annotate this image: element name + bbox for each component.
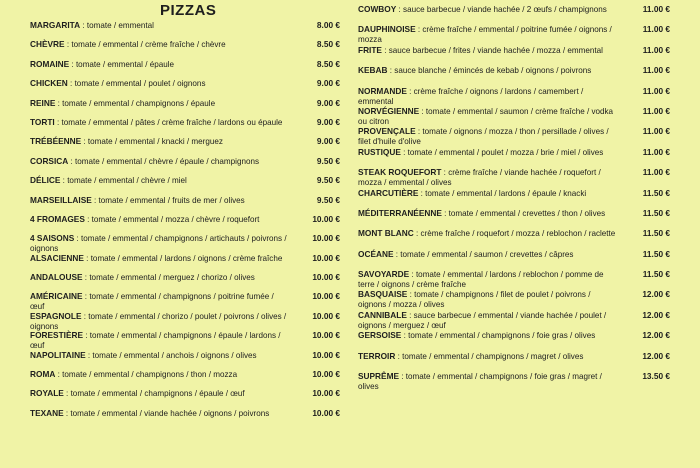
pizza-price: 11.00 €	[642, 4, 670, 14]
pizza-price: 9.50 €	[316, 155, 340, 166]
pizza-name: PROVENÇALE	[358, 126, 416, 137]
pizza-price: 11.00 €	[642, 167, 670, 178]
pizza-ingredients: tomate / emmental / merguez / chorizo / olives	[89, 273, 255, 283]
menu-item: GERSOISE : tomate / emmental / champignons / foie gras / olives 12.00 €	[358, 330, 670, 341]
menu-item: KEBAB : sauce blanche / émincés de kebab / oignons / poivrons 11.00 €	[358, 65, 670, 76]
pizza-name: DAUPHINOISE	[358, 24, 416, 35]
menu-item: RUSTIQUE : tomate / emmental / poulet / mozza / brie / miel / olives 11.00 €	[358, 146, 670, 157]
menu-item: SUPRÊME : tomate / emmental / champignons / foie gras / magret / olives 13.50 €	[358, 371, 670, 392]
menu-item: MONT BLANC : crème fraîche / roquefort / mozza / reblochon / raclette 11.50 €	[358, 228, 670, 239]
pizza-price: 10.00 €	[312, 388, 340, 399]
menu-item: ROMAINE : tomate / emmental / épaule 8.50 €	[30, 58, 340, 69]
pizza-ingredients: tomate / emmental / lardons / épaule / knacki	[425, 188, 587, 198]
menu-item: TEXANE : tomate / emmental / viande hachée / oignons / poivrons 10.00 €	[30, 407, 340, 418]
menu-item: FRITE : sauce barbecue / frites / viande hachée / mozza / emmental 11.00 €	[358, 44, 670, 55]
pizza-name: CHÈVRE	[30, 39, 65, 50]
pizza-price: 11.00 €	[642, 126, 670, 137]
pizza-ingredients: tomate / emmental / champignons / foie gras / olives	[408, 331, 596, 341]
right-menu-column	[358, 4, 670, 391]
pizza-ingredients: tomate / oignons / mozza / thon / persillade / olives / filet d'huile d'olive	[358, 127, 609, 147]
pizza-ingredients: tomate / emmental / champignons / poitrine fumée / œuf	[30, 292, 274, 312]
pizza-ingredients: tomate / emmental / champignons / magret / olives	[402, 351, 584, 361]
pizza-price: 11.00 €	[642, 146, 670, 157]
pizza-price: 12.00 €	[642, 309, 670, 320]
menu-item: MARGARITA : tomate / emmental 8.00 €	[30, 20, 340, 30]
pizza-ingredients: sauce blanche / émincés de kebab / oignons / poivrons	[394, 66, 592, 76]
menu-item: CORSICA : tomate / emmental / chèvre / épaule / champignons 9.50 €	[30, 155, 340, 166]
pizza-price: 13.50 €	[642, 371, 670, 382]
pizza-ingredients: tomate / emmental / viande hachée / oignons / poivrons	[70, 408, 270, 418]
pizza-name: BASQUAISE	[358, 289, 408, 300]
pizza-name: 4 FROMAGES	[30, 213, 85, 224]
pizza-price: 8.50 €	[316, 39, 340, 50]
pizza-ingredients: tomate / emmental / chèvre / épaule / champignons	[75, 156, 260, 166]
pizza-name: FORESTIÈRE	[30, 330, 84, 341]
pizza-price: 11.00 €	[642, 105, 670, 116]
pizza-name: COWBOY	[358, 4, 397, 14]
menu-item: MARSEILLAISE : tomate / emmental / fruits de mer / olives 9.50 €	[30, 194, 340, 205]
pizza-name: GERSOISE	[358, 330, 402, 341]
menu-item: REINE : tomate / emmental / champignons / épaule 9.00 €	[30, 97, 340, 108]
pizza-ingredients: tomate / emmental / chèvre / miel	[67, 176, 187, 186]
pizza-price: 12.00 €	[642, 350, 670, 361]
pizza-name: KEBAB	[358, 65, 388, 76]
pizza-name: ESPAGNOLE	[30, 310, 82, 321]
pizza-name: NAPOLITAINE	[30, 349, 86, 360]
pizza-ingredients: tomate / emmental / lardons / oignons / crème fraîche	[90, 253, 283, 263]
pizza-price: 10.00 €	[312, 407, 340, 418]
pizza-ingredients: sauce barbecue / emmental / viande hachée / poulet / oignons / merguez / œuf	[358, 310, 607, 330]
menu-item: CHÈVRE : tomate / emmental / crème fraîche / chèvre 8.50 €	[30, 39, 340, 50]
pizza-price: 10.00 €	[312, 369, 340, 380]
menu-item: ROYALE : tomate / emmental / champignons / épaule / œuf 10.00 €	[30, 388, 340, 399]
pizza-name: REINE	[30, 97, 56, 108]
pizza-ingredients: tomate / emmental / mozza / chèvre / roquefort	[91, 214, 260, 224]
menu-item: STEAK ROQUEFORT : crème fraîche / viande hachée / roquefort / mozza / emmental / olives 11.00 €	[358, 167, 670, 188]
pizza-ingredients: tomate / emmental / pâtes / crème fraîche / lardons ou épaule	[61, 117, 283, 127]
pizza-ingredients: tomate / emmental / champignons / thon / mozza	[62, 370, 238, 380]
menu-item: NORMANDE : crème fraîche / oignons / lardons / camembert / emmental 11.00 €	[358, 85, 670, 106]
pizza-name: ALSACIENNE	[30, 252, 84, 263]
pizza-ingredients: tomate / emmental / champignons / épaule / lardons / œuf	[30, 331, 281, 351]
pizza-name: MARGARITA	[30, 20, 81, 30]
menu-item: CHICKEN : tomate / emmental / poulet / oignons 9.00 €	[30, 78, 340, 89]
menu-item: ANDALOUSE : tomate / emmental / merguez / chorizo / olives 10.00 €	[30, 272, 340, 283]
pizza-name: STEAK ROQUEFORT	[358, 167, 442, 178]
pizza-price: 10.00 €	[312, 330, 340, 341]
pizza-name: RUSTIQUE	[358, 146, 401, 157]
pizza-name: SAVOYARDE	[358, 269, 410, 280]
pizza-name: AMÉRICAINE	[30, 291, 83, 302]
pizza-name: CHARCUTIÈRE	[358, 187, 419, 198]
menu-item: 4 SAISONS : tomate / emmental / champignons / artichauts / poivrons / oignons 10.00 €	[30, 233, 340, 254]
menu-item: CHARCUTIÈRE : tomate / emmental / lardons / épaule / knacki 11.50 €	[358, 187, 670, 198]
pizza-name: OCÉANE	[358, 248, 394, 259]
pizza-name: NORVÉGIENNE	[358, 105, 420, 116]
menu-item: DÉLICE : tomate / emmental / chèvre / miel 9.50 €	[30, 175, 340, 186]
menu-item: MÉDITERRANÉENNE : tomate / emmental / crevettes / thon / olives 11.50 €	[358, 207, 670, 218]
pizza-price: 8.00 €	[316, 20, 340, 30]
pizza-ingredients: sauce barbecue / frites / viande hachée / mozza / emmental	[388, 45, 603, 55]
menu-item: NAPOLITAINE : tomate / emmental / anchois / oignons / olives 10.00 €	[30, 349, 340, 360]
pizza-ingredients: tomate / emmental / lardons / reblochon / pomme de terre / oignons / crème fraîche	[358, 270, 604, 290]
pizza-ingredients: tomate / emmental / crème fraîche / chèvre	[71, 40, 226, 50]
menu-item: AMÉRICAINE : tomate / emmental / champignons / poitrine fumée / œuf 10.00 €	[30, 291, 340, 312]
pizza-ingredients: sauce barbecue / viande hachée / 2 œufs / champignons	[403, 5, 607, 14]
menu-item: 4 FROMAGES : tomate / emmental / mozza / chèvre / roquefort 10.00 €	[30, 213, 340, 224]
menu-item: PROVENÇALE : tomate / oignons / mozza / thon / persillade / olives / filet d'huile d'olive 11.00 €	[358, 126, 670, 147]
pizza-price: 11.00 €	[642, 65, 670, 76]
pizza-price: 9.50 €	[316, 175, 340, 186]
pizza-price: 10.00 €	[312, 291, 340, 302]
pizza-name: SUPRÊME	[358, 371, 400, 382]
left-menu-column	[30, 20, 340, 427]
pizza-ingredients: crème fraîche / viande hachée / roquefort / mozza / emmental / olives	[358, 168, 601, 188]
pizza-price: 9.00 €	[316, 78, 340, 89]
pizza-price: 10.00 €	[312, 310, 340, 321]
pizza-price: 12.00 €	[642, 330, 670, 341]
pizza-price: 12.00 €	[642, 289, 670, 300]
pizza-ingredients: tomate / emmental / saumon / crème fraîche / vodka ou citron	[358, 106, 614, 126]
menu-item: ESPAGNOLE : tomate / emmental / chorizo / poulet / poivrons / olives / oignons 10.00 €	[30, 310, 340, 331]
menu-item: TERROIR : tomate / emmental / champignons / magret / olives 12.00 €	[358, 350, 670, 361]
pizza-ingredients: tomate / emmental / crevettes / thon / olives	[448, 208, 606, 218]
pizza-ingredients: tomate / emmental / chorizo / poulet / poivrons / olives / oignons	[30, 311, 287, 331]
menu-item: DAUPHINOISE : crème fraîche / emmental / poitrine fumée / oignons / mozza 11.00 €	[358, 24, 670, 45]
menu-item: FORESTIÈRE : tomate / emmental / champignons / épaule / lardons / œuf 10.00 €	[30, 330, 340, 351]
pizza-price: 11.00 €	[642, 44, 670, 55]
menu-item: COWBOY : sauce barbecue / viande hachée / 2 œufs / champignons 11.00 €	[358, 4, 670, 14]
pizza-price: 11.50 €	[642, 248, 670, 259]
pizza-ingredients: tomate / emmental	[86, 21, 154, 30]
pizza-ingredients: tomate / emmental / champignons / artichauts / poivrons / oignons	[30, 234, 287, 254]
pizza-price: 8.50 €	[316, 58, 340, 69]
pizza-price: 11.50 €	[642, 187, 670, 198]
pizza-price: 11.50 €	[642, 269, 670, 280]
pizza-ingredients: tomate / emmental / poulet / oignons	[74, 79, 206, 89]
pizza-ingredients: crème fraîche / roquefort / mozza / reblochon / raclette	[420, 229, 616, 239]
pizza-name: TRÉBÉENNE	[30, 136, 82, 147]
pizza-name: TEXANE	[30, 407, 64, 418]
pizza-name: MARSEILLAISE	[30, 194, 92, 205]
pizza-name: MÉDITERRANÉENNE	[358, 207, 442, 218]
pizza-name: TERROIR	[358, 350, 396, 361]
menu-item: CANNIBALE : sauce barbecue / emmental / viande hachée / poulet / oignons / merguez / œuf 12.00 €	[358, 309, 670, 330]
pizza-name: MONT BLANC	[358, 228, 414, 239]
pizza-name: CANNIBALE	[358, 309, 407, 320]
pizza-price: 10.00 €	[312, 213, 340, 224]
menu-item: ALSACIENNE : tomate / emmental / lardons / oignons / crème fraîche 10.00 €	[30, 252, 340, 263]
menu-title: PIZZAS	[160, 2, 217, 19]
pizza-name: ROYALE	[30, 388, 64, 399]
menu-item: NORVÉGIENNE : tomate / emmental / saumon / crème fraîche / vodka ou citron 11.00 €	[358, 105, 670, 126]
pizza-ingredients: tomate / champignons / filet de poulet / poivrons / oignons / mozza / olives	[358, 290, 591, 310]
pizza-name: ANDALOUSE	[30, 272, 83, 283]
menu-item: BASQUAISE : tomate / champignons / filet de poulet / poivrons / oignons / mozza / olives 12.00 €	[358, 289, 670, 310]
menu-item: OCÉANE : tomate / emmental / saumon / crevettes / câpres 11.50 €	[358, 248, 670, 259]
pizza-ingredients: tomate / emmental / épaule	[75, 59, 175, 69]
pizza-ingredients: crème fraîche / oignons / lardons / camembert / emmental	[358, 86, 584, 106]
pizza-ingredients: tomate / emmental / champignons / foie gras / magret / olives	[358, 372, 602, 392]
pizza-price: 10.00 €	[312, 252, 340, 263]
pizza-ingredients: tomate / emmental / champignons / épaule	[62, 98, 216, 108]
pizza-ingredients: tomate / emmental / poulet / mozza / brie / miel / olives	[407, 147, 604, 157]
menu-item: TRÉBÉENNE : tomate / emmental / knacki / merguez 9.00 €	[30, 136, 340, 147]
pizza-ingredients: tomate / emmental / knacki / merguez	[87, 137, 223, 147]
pizza-ingredients: tomate / emmental / fruits de mer / olives	[98, 195, 245, 205]
pizza-price: 10.00 €	[312, 272, 340, 283]
pizza-name: DÉLICE	[30, 175, 61, 186]
menu-item: TORTI : tomate / emmental / pâtes / crème fraîche / lardons ou épaule 9.00 €	[30, 116, 340, 127]
menu-item: ROMA : tomate / emmental / champignons / thon / mozza 10.00 €	[30, 369, 340, 380]
pizza-price: 11.00 €	[642, 85, 670, 96]
pizza-price: 11.50 €	[642, 228, 670, 239]
pizza-ingredients: tomate / emmental / anchois / oignons / olives	[92, 350, 257, 360]
pizza-price: 9.00 €	[316, 136, 340, 147]
pizza-name: ROMA	[30, 369, 56, 380]
pizza-name: FRITE	[358, 44, 382, 55]
pizza-name: TORTI	[30, 116, 55, 127]
menu-item: SAVOYARDE : tomate / emmental / lardons / reblochon / pomme de terre / oignons / crème fraîche 11.50 €	[358, 269, 670, 290]
pizza-price: 9.50 €	[316, 194, 340, 205]
pizza-name: CORSICA	[30, 155, 69, 166]
pizza-price: 9.00 €	[316, 97, 340, 108]
pizza-price: 9.00 €	[316, 116, 340, 127]
pizza-name: 4 SAISONS	[30, 233, 75, 244]
pizza-ingredients: tomate / emmental / champignons / épaule / œuf	[70, 389, 245, 399]
pizza-name: CHICKEN	[30, 78, 68, 89]
pizza-ingredients: crème fraîche / emmental / poitrine fumée / oignons / mozza	[358, 25, 612, 45]
pizza-name: ROMAINE	[30, 58, 70, 69]
pizza-name: NORMANDE	[358, 85, 407, 96]
pizza-ingredients: tomate / emmental / saumon / crevettes / câpres	[400, 249, 574, 259]
pizza-price: 11.00 €	[642, 24, 670, 35]
pizza-price: 10.00 €	[312, 233, 340, 244]
pizza-price: 10.00 €	[312, 349, 340, 360]
pizza-price: 11.50 €	[642, 207, 670, 218]
